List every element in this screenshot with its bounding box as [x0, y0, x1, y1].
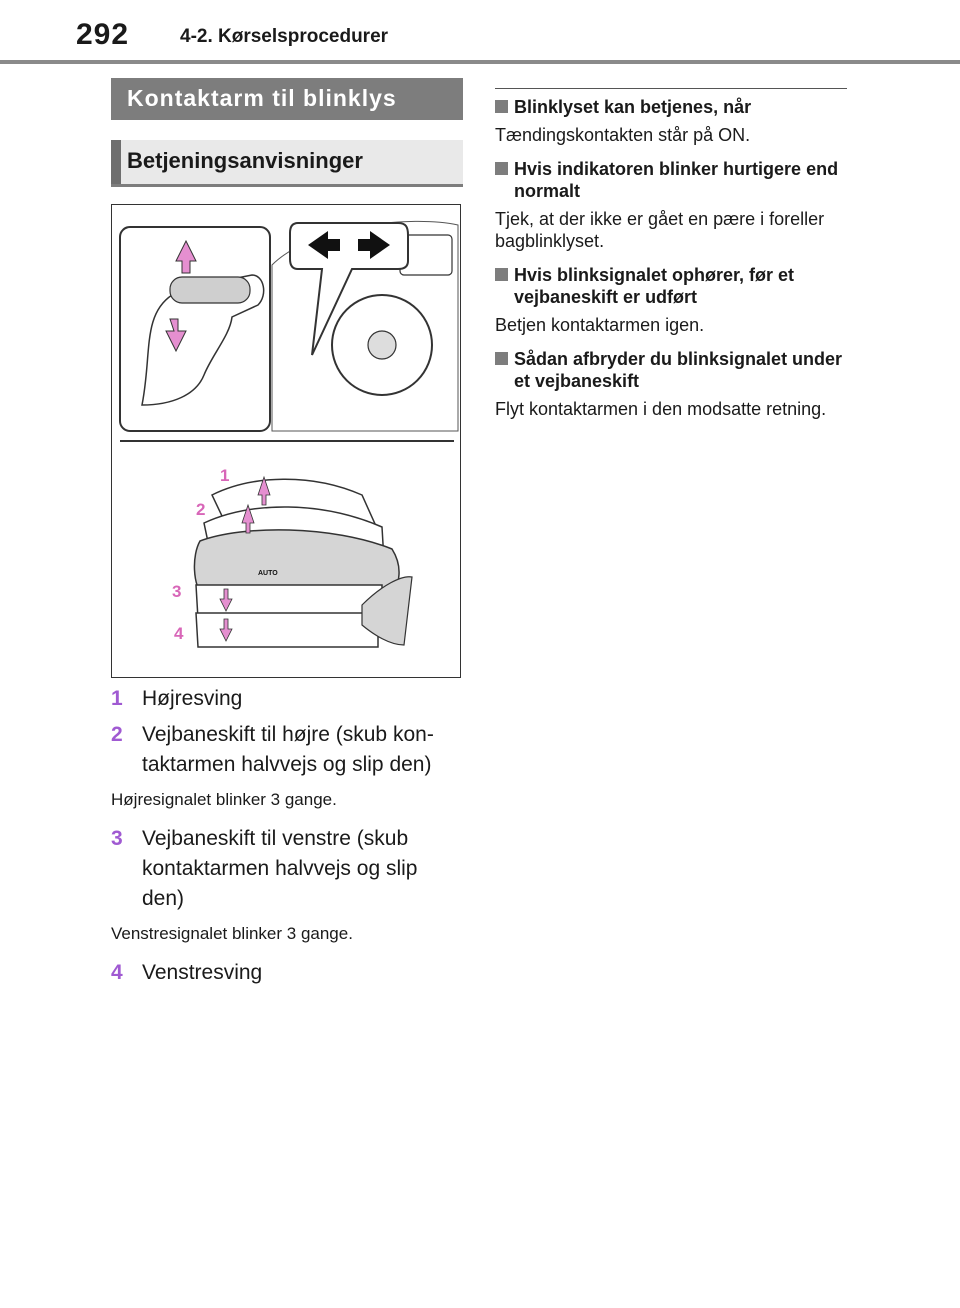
steering-hub — [368, 331, 396, 359]
step-note: Venstresignalet blinker 3 gange. — [111, 924, 353, 943]
step-list — [111, 684, 463, 994]
info-heading: Hvis indikatoren blinker hurtigere end normalt — [495, 158, 847, 202]
step-note: Højresignalet blinker 3 gange. — [111, 790, 337, 809]
step-number: 2 — [111, 723, 123, 746]
step-item — [111, 684, 463, 714]
info-body: Betjen kontaktarmen igen. — [495, 315, 705, 335]
step-item — [111, 720, 463, 780]
step-text: Venstresving — [142, 961, 263, 984]
square-bullet-icon — [495, 268, 508, 281]
info-body: Tjek, at der ikke er gået en pære i foreller bagblinklyset. — [495, 209, 825, 251]
subsection-bar — [111, 140, 463, 187]
right-column-divider — [495, 88, 847, 89]
square-bullet-icon — [495, 162, 508, 175]
chapter-title: 4-2. Kørselsprocedurer — [180, 26, 389, 47]
info-column — [495, 96, 847, 432]
page-header — [0, 0, 960, 66]
subsection-marker — [111, 140, 121, 184]
step-item — [111, 824, 463, 914]
info-body: Tændingskontakten står på ON. — [495, 125, 751, 145]
section-title-bar — [111, 78, 463, 120]
info-body: Flyt kontaktarmen i den modsatte retning. — [495, 399, 827, 419]
step-text: Højresving — [142, 687, 243, 710]
lever-top — [170, 277, 250, 303]
square-bullet-icon — [495, 100, 508, 113]
step-number: 4 — [111, 961, 123, 984]
subsection-title: Betjeningsanvisninger — [127, 148, 363, 173]
callout-3: 3 — [172, 582, 182, 601]
step-text: Vejbaneskift til venstre (skub kontaktarmen halvvejs og slip den) — [142, 827, 418, 910]
callout-2: 2 — [196, 500, 206, 519]
page-number: 292 — [76, 18, 130, 51]
auto-label: AUTO — [258, 570, 278, 577]
section-title: Kontaktarm til blinklys — [127, 85, 397, 111]
step-text: Vejbaneskift til højre (skub kontaktarmen halvvejs og slip den) — [142, 723, 434, 776]
illustration-svg — [112, 205, 460, 677]
step-number: 1 — [111, 687, 123, 710]
callout-1: 1 — [220, 466, 230, 485]
step-number: 3 — [111, 827, 123, 850]
info-heading: Sådan afbryder du blinksignalet under et vejbaneskift — [495, 348, 847, 392]
callout-4: 4 — [174, 624, 184, 643]
square-bullet-icon — [495, 352, 508, 365]
turn-signal-illustration — [111, 204, 461, 678]
step-item — [111, 958, 463, 988]
header-divider — [0, 60, 960, 64]
info-heading: Hvis blinksignalet ophører, før et vejbaneskift er udført — [495, 264, 847, 308]
info-heading: Blinklyset kan betjenes, når — [495, 96, 847, 118]
